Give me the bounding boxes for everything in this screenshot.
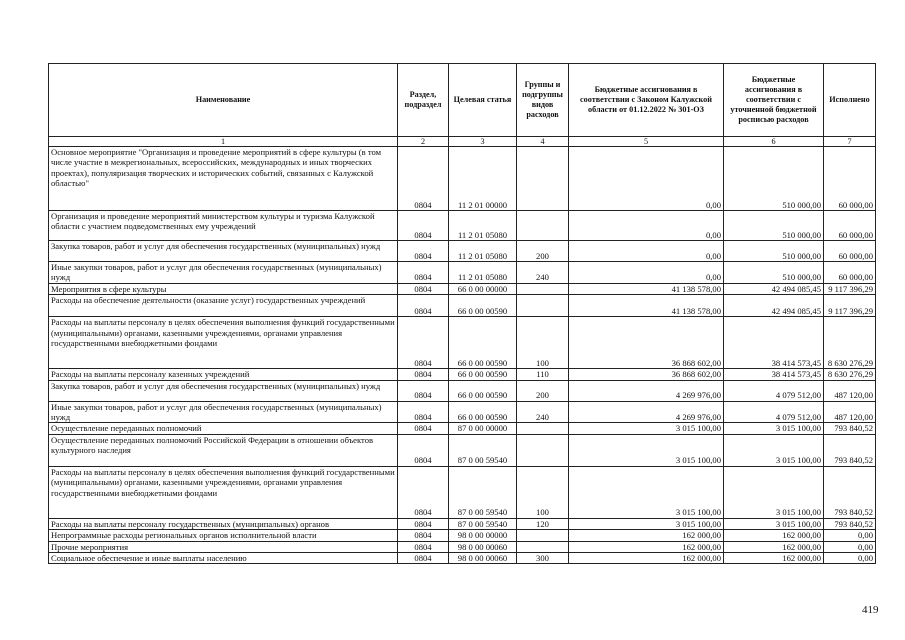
- row-executed-amount: 60 000,00: [824, 262, 876, 284]
- row-section: 0804: [398, 283, 449, 294]
- row-executed-amount: 0,00: [824, 530, 876, 541]
- row-law-amount: 36 868 602,00: [569, 317, 724, 369]
- row-law-amount: 0,00: [569, 147, 724, 211]
- table-row: [49, 317, 876, 369]
- table-row: [49, 147, 876, 211]
- row-section: 0804: [398, 553, 449, 564]
- row-law-amount: 4 269 976,00: [569, 401, 724, 423]
- row-refined-amount: 162 000,00: [724, 530, 824, 541]
- row-executed-amount: 60 000,00: [824, 241, 876, 262]
- row-section: 0804: [398, 147, 449, 211]
- row-expense-group: 240: [517, 401, 569, 423]
- table-row: [49, 241, 876, 262]
- table-row: [49, 401, 876, 423]
- row-refined-amount: 38 414 573,45: [724, 369, 824, 380]
- row-executed-amount: 8 630 276,29: [824, 369, 876, 380]
- table-row: [49, 553, 876, 564]
- row-target-article: 11 2 01 05080: [449, 211, 517, 241]
- row-law-amount: 0,00: [569, 262, 724, 284]
- row-expense-group: 120: [517, 518, 569, 529]
- table-row: [49, 262, 876, 284]
- row-refined-amount: 510 000,00: [724, 211, 824, 241]
- row-target-article: 98 0 00 00000: [449, 530, 517, 541]
- row-section: 0804: [398, 530, 449, 541]
- row-name: Прочие мероприятия: [49, 541, 398, 552]
- row-executed-amount: 793 840,52: [824, 434, 876, 466]
- row-name: Осуществление переданных полномочий: [49, 423, 398, 434]
- table-row: [49, 295, 876, 317]
- row-name: Расходы на выплаты персоналу казенных учреждений: [49, 369, 398, 380]
- row-executed-amount: 793 840,52: [824, 466, 876, 518]
- column-number: 3: [449, 137, 517, 147]
- row-executed-amount: 9 117 396,29: [824, 283, 876, 294]
- row-refined-amount: 42 494 085,45: [724, 283, 824, 294]
- row-expense-group: [517, 434, 569, 466]
- row-section: 0804: [398, 434, 449, 466]
- row-law-amount: 4 269 976,00: [569, 380, 724, 401]
- header-refined-allocations: Бюджетные ассигнования в соответствии с уточненной бюджетной росписью расходов: [724, 64, 824, 137]
- table-row: [49, 211, 876, 241]
- row-section: 0804: [398, 295, 449, 317]
- row-refined-amount: 3 015 100,00: [724, 466, 824, 518]
- row-name: Непрограммные расходы региональных органов исполнительной власти: [49, 530, 398, 541]
- row-target-article: 66 0 00 00590: [449, 317, 517, 369]
- row-name: Социальное обеспечение и иные выплаты населению: [49, 553, 398, 564]
- row-refined-amount: 3 015 100,00: [724, 423, 824, 434]
- row-expense-group: [517, 147, 569, 211]
- row-name: Закупка товаров, работ и услуг для обеспечения государственных (муниципальных) нужд: [49, 241, 398, 262]
- row-refined-amount: 38 414 573,45: [724, 317, 824, 369]
- row-executed-amount: 9 117 396,29: [824, 295, 876, 317]
- row-refined-amount: 4 079 512,00: [724, 380, 824, 401]
- header-expense-group: Группы и подгруппы видов расходов: [517, 64, 569, 137]
- row-target-article: 11 2 01 05080: [449, 241, 517, 262]
- row-law-amount: 3 015 100,00: [569, 423, 724, 434]
- row-executed-amount: 0,00: [824, 541, 876, 552]
- row-target-article: 66 0 00 00000: [449, 283, 517, 294]
- row-target-article: 98 0 00 00060: [449, 541, 517, 552]
- row-expense-group: [517, 211, 569, 241]
- row-refined-amount: 4 079 512,00: [724, 401, 824, 423]
- header-executed: Исполнено: [824, 64, 876, 137]
- row-law-amount: 162 000,00: [569, 530, 724, 541]
- table-row: [49, 369, 876, 380]
- row-section: 0804: [398, 423, 449, 434]
- row-name: Осуществление переданных полномочий Российской Федерации в отношении объектов культурного наследия: [49, 434, 398, 466]
- row-law-amount: 3 015 100,00: [569, 518, 724, 529]
- row-section: 0804: [398, 262, 449, 284]
- row-expense-group: 200: [517, 380, 569, 401]
- row-law-amount: 162 000,00: [569, 553, 724, 564]
- row-law-amount: 0,00: [569, 241, 724, 262]
- row-refined-amount: 510 000,00: [724, 147, 824, 211]
- row-target-article: 87 0 00 59540: [449, 518, 517, 529]
- row-executed-amount: 8 630 276,29: [824, 317, 876, 369]
- row-law-amount: 3 015 100,00: [569, 434, 724, 466]
- header-target-article: Целевая статья: [449, 64, 517, 137]
- row-target-article: 98 0 00 00060: [449, 553, 517, 564]
- column-number: 7: [824, 137, 876, 147]
- column-number: 2: [398, 137, 449, 147]
- row-target-article: 11 2 01 00000: [449, 147, 517, 211]
- row-expense-group: 240: [517, 262, 569, 284]
- column-number-row: [49, 137, 876, 147]
- row-expense-group: 100: [517, 466, 569, 518]
- row-name: Закупка товаров, работ и услуг для обеспечения государственных (муниципальных) нужд: [49, 380, 398, 401]
- row-law-amount: 0,00: [569, 211, 724, 241]
- row-section: 0804: [398, 380, 449, 401]
- row-law-amount: 162 000,00: [569, 541, 724, 552]
- header-name: Наименование: [49, 64, 398, 137]
- row-section: 0804: [398, 518, 449, 529]
- row-expense-group: [517, 541, 569, 552]
- row-law-amount: 41 138 578,00: [569, 283, 724, 294]
- column-number: 5: [569, 137, 724, 147]
- row-executed-amount: 487 120,00: [824, 401, 876, 423]
- row-target-article: 66 0 00 00590: [449, 401, 517, 423]
- column-number: 1: [49, 137, 398, 147]
- row-expense-group: [517, 283, 569, 294]
- row-law-amount: 36 868 602,00: [569, 369, 724, 380]
- row-expense-group: 200: [517, 241, 569, 262]
- row-executed-amount: 487 120,00: [824, 380, 876, 401]
- table-row: [49, 423, 876, 434]
- row-name: Расходы на обеспечение деятельности (оказание услуг) государственных учреждений: [49, 295, 398, 317]
- row-executed-amount: 793 840,52: [824, 518, 876, 529]
- row-refined-amount: 3 015 100,00: [724, 518, 824, 529]
- row-section: 0804: [398, 369, 449, 380]
- row-expense-group: 100: [517, 317, 569, 369]
- row-expense-group: [517, 295, 569, 317]
- table-row: [49, 530, 876, 541]
- row-name: Мероприятия в сфере культуры: [49, 283, 398, 294]
- budget-table: [48, 63, 876, 564]
- row-name: Расходы на выплаты персоналу в целях обеспечения выполнения функций государственными (муниципальными) органами, казенными учреждениями, органами управления государственными внебюджетными фондами: [49, 317, 398, 369]
- table-row: [49, 466, 876, 518]
- header-law-allocations: Бюджетные ассигнования в соответствии с Законом Калужской области от 01.12.2022 № 301-ОЗ: [569, 64, 724, 137]
- row-target-article: 87 0 00 59540: [449, 466, 517, 518]
- row-section: 0804: [398, 317, 449, 369]
- row-name: Иные закупки товаров, работ и услуг для обеспечения государственных (муниципальных) нужд: [49, 401, 398, 423]
- row-section: 0804: [398, 241, 449, 262]
- row-law-amount: 3 015 100,00: [569, 466, 724, 518]
- row-name: Основное мероприятие "Организация и проведение мероприятий в сфере культуры (в том числе участие в межрегиональных, всероссийских, международных и иных творческих проектах), популяризация творческих и исторических событий, связанных с Калужской областью": [49, 147, 398, 211]
- row-law-amount: 41 138 578,00: [569, 295, 724, 317]
- row-executed-amount: 60 000,00: [824, 147, 876, 211]
- row-refined-amount: 42 494 085,45: [724, 295, 824, 317]
- row-target-article: 87 0 00 00000: [449, 423, 517, 434]
- row-target-article: 11 2 01 05080: [449, 262, 517, 284]
- row-target-article: 87 0 00 59540: [449, 434, 517, 466]
- row-refined-amount: 3 015 100,00: [724, 434, 824, 466]
- column-number: 6: [724, 137, 824, 147]
- row-refined-amount: 162 000,00: [724, 541, 824, 552]
- row-expense-group: [517, 530, 569, 541]
- table-row: [49, 518, 876, 529]
- row-target-article: 66 0 00 00590: [449, 369, 517, 380]
- table-row: [49, 283, 876, 294]
- row-target-article: 66 0 00 00590: [449, 380, 517, 401]
- row-target-article: 66 0 00 00590: [449, 295, 517, 317]
- header-section: Раздел, подраздел: [398, 64, 449, 137]
- row-expense-group: [517, 423, 569, 434]
- row-name: Организация и проведение мероприятий министерством культуры и туризма Калужской области с участием подведомственных ему учреждений: [49, 211, 398, 241]
- row-refined-amount: 162 000,00: [724, 553, 824, 564]
- row-executed-amount: 0,00: [824, 553, 876, 564]
- row-refined-amount: 510 000,00: [724, 241, 824, 262]
- row-expense-group: 300: [517, 553, 569, 564]
- column-number: 4: [517, 137, 569, 147]
- row-name: Иные закупки товаров, работ и услуг для обеспечения государственных (муниципальных) нужд: [49, 262, 398, 284]
- row-section: 0804: [398, 541, 449, 552]
- row-name: Расходы на выплаты персоналу в целях обеспечения выполнения функций государственными (муниципальными) органами, казенными учреждениями, органами управления государственными внебюджетными фондами: [49, 466, 398, 518]
- table-row: [49, 434, 876, 466]
- row-expense-group: 110: [517, 369, 569, 380]
- row-section: 0804: [398, 466, 449, 518]
- page-number: 419: [862, 604, 879, 616]
- row-section: 0804: [398, 401, 449, 423]
- row-section: 0804: [398, 211, 449, 241]
- row-executed-amount: 793 840,52: [824, 423, 876, 434]
- row-executed-amount: 60 000,00: [824, 211, 876, 241]
- table-row: [49, 541, 876, 552]
- table-row: [49, 380, 876, 401]
- header-row: [49, 64, 876, 137]
- row-refined-amount: 510 000,00: [724, 262, 824, 284]
- row-name: Расходы на выплаты персоналу государственных (муниципальных) органов: [49, 518, 398, 529]
